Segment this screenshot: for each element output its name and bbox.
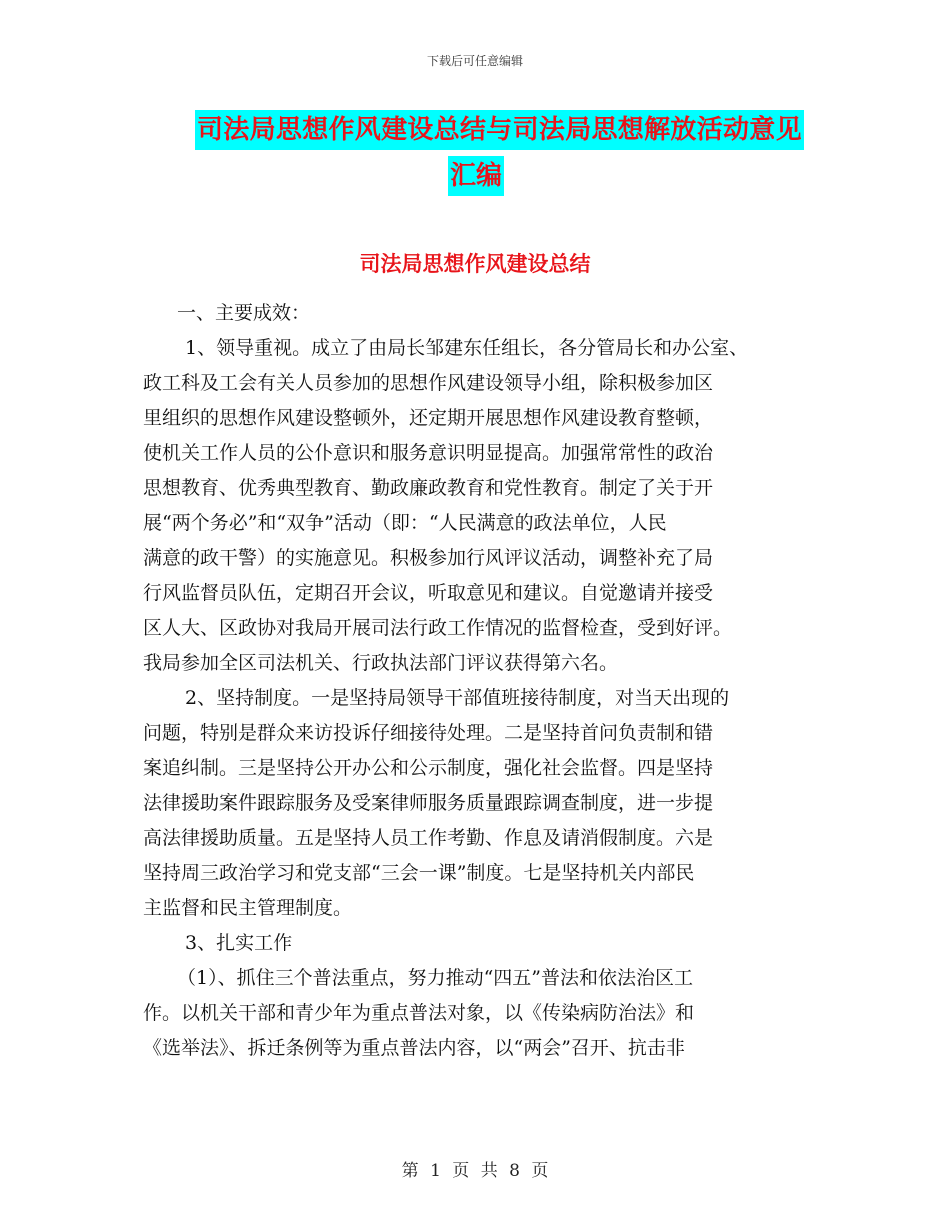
- paragraph-line: 里组织的思想作风建设整顿外，还定期开展思想作风建设教育整顿，: [143, 407, 714, 429]
- paragraph-line: 思想教育、优秀典型教育、勤政廉政教育和党性教育。制定了关于开: [143, 477, 714, 499]
- paragraph-line: 高法律援助质量。五是坚持人员工作考勤、作息及请消假制度。六是: [143, 827, 714, 849]
- paragraph-line: 2、坚持制度。一是坚持局领导干部值班接待制度，对当天出现的: [185, 687, 730, 709]
- header-note: 下载后可任意编辑: [426, 54, 523, 68]
- paragraph-line: 1、领导重视。成立了由局长邹建东任组长，各分管局长和办公室、: [185, 337, 749, 359]
- paragraph-line: 案追纠制。三是坚持公开办公和公示制度，强化社会监督。四是坚持: [143, 757, 714, 779]
- document-title-line-2: 汇编: [448, 156, 504, 196]
- paragraph-line: 法律援助案件跟踪服务及受案律师服务质量跟踪调查制度，进一步提: [143, 792, 714, 814]
- heading-main-results: 一、主要成效：: [177, 302, 311, 324]
- page-number-footer: 第 1 页 共 8 页: [401, 1161, 549, 1181]
- paragraph-line: 满意的政干警）的实施意见。积极参加行风评议活动，调整补充了局: [143, 547, 714, 569]
- paragraph-line: 主监督和民主管理制度。: [143, 897, 353, 919]
- body-text: [143, 296, 833, 1066]
- paragraph-line: 我局参加全区司法机关、行政执法部门评议获得第六名。: [143, 652, 619, 674]
- paragraph-line: 行风监督员队伍，定期召开会议，听取意见和建议。自觉邀请并接受: [143, 582, 714, 604]
- paragraph-line: 使机关工作人员的公仆意识和服务意识明显提高。加强常常性的政治: [143, 442, 714, 464]
- section-title: 司法局思想作风建设总结: [359, 252, 591, 276]
- paragraph-line: 作。以机关干部和青少年为重点普法对象，以《传染病防治法》和: [143, 1002, 695, 1024]
- subheading-solid-work: 3、扎实工作: [185, 932, 293, 954]
- paragraph-line: （1）、抓住三个普法重点，努力推动“四五”普法和依法治区工: [177, 967, 694, 989]
- paragraph-line: 政工科及工会有关人员参加的思想作风建设领导小组，除积极参加区: [143, 372, 714, 394]
- paragraph-line: 《选举法》、拆迁条例等为重点普法内容，以“两会”召开、抗击非: [143, 1037, 685, 1059]
- paragraph-line: 坚持周三政治学习和党支部“三会一课”制度。七是坚持机关内部民: [143, 862, 695, 884]
- paragraph-line: 区人大、区政协对我局开展司法行政工作情况的监督检查，受到好评。: [143, 617, 733, 639]
- paragraph-line: 问题，特别是群众来访投诉仔细接待处理。二是坚持首问负责制和错: [143, 722, 714, 744]
- paragraph-line: 展“两个务必”和“双争”活动（即：“人民满意的政法单位，人民: [143, 512, 667, 534]
- document-title-line-1: 司法局思想作风建设总结与司法局思想解放活动意见: [195, 110, 804, 150]
